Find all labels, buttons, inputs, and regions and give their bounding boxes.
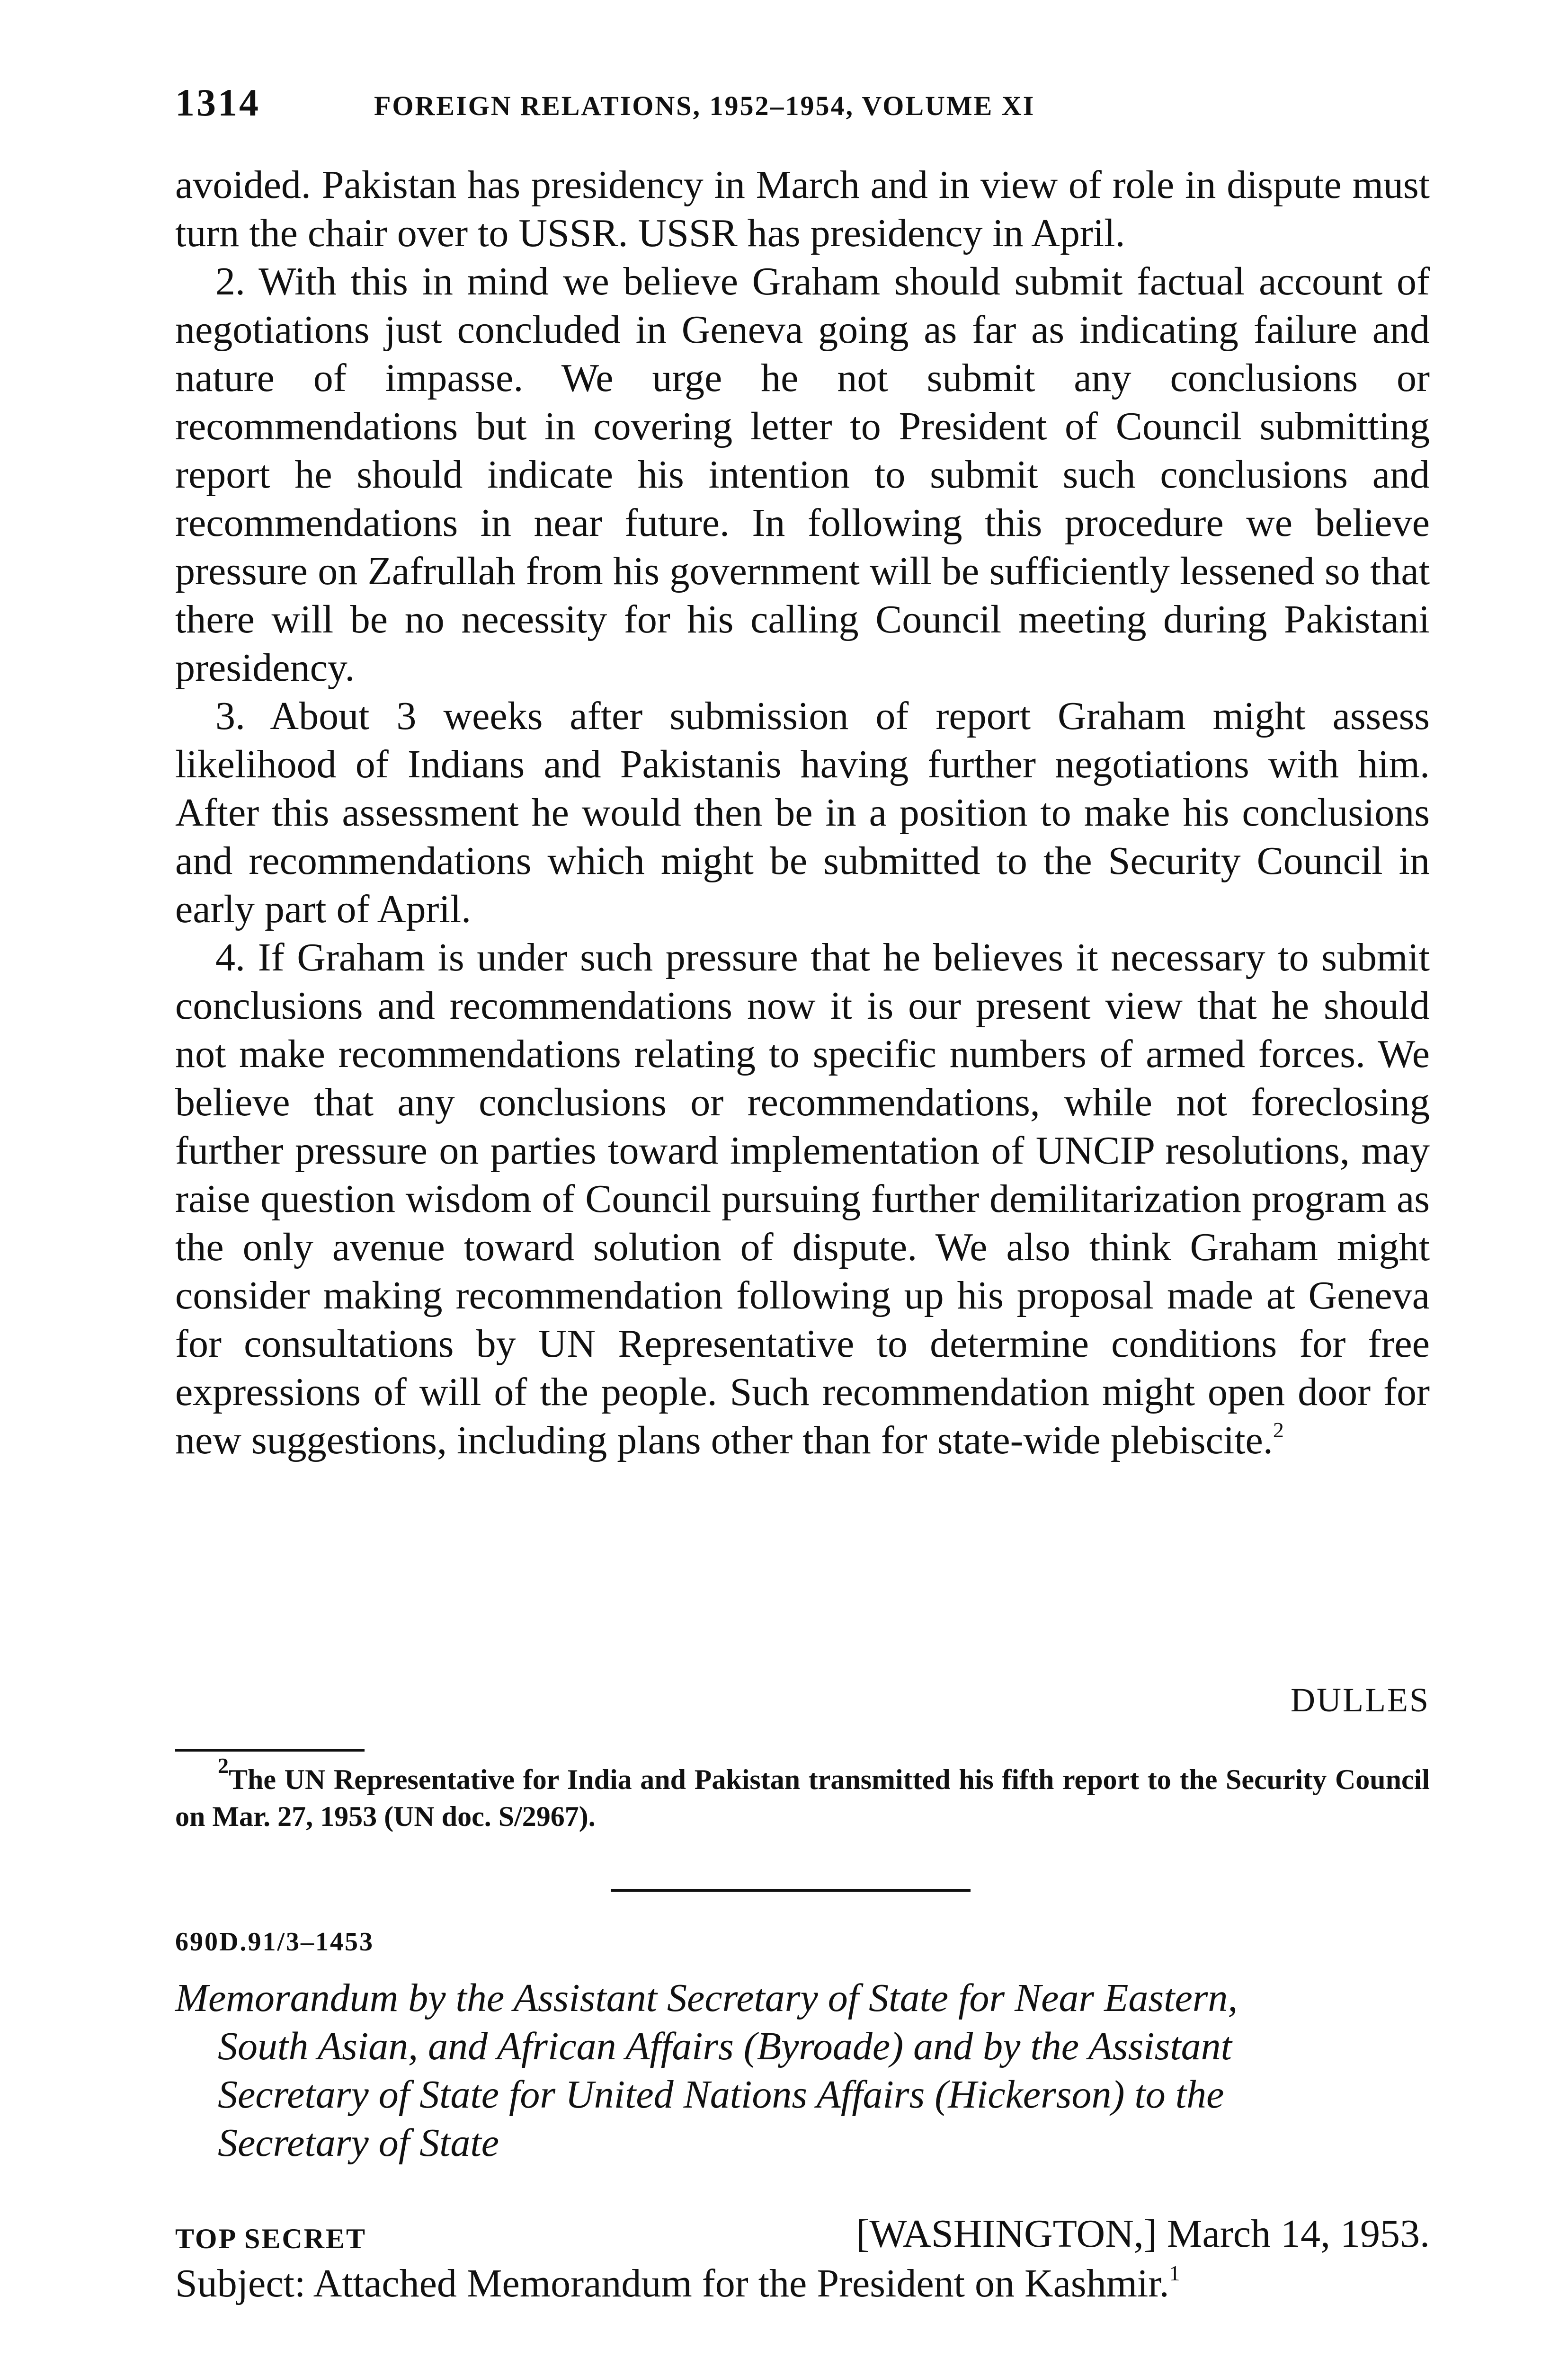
footnote-rule bbox=[175, 1749, 365, 1752]
dateline: [WASHINGTON,] March 14, 1953. bbox=[856, 2212, 1430, 2256]
footnote-ref-2[interactable]: 2 bbox=[1273, 1418, 1284, 1442]
body-text bbox=[175, 161, 1430, 1465]
document-title-line: Secretary of State bbox=[218, 2121, 499, 2165]
footnote-ref-1[interactable]: 1 bbox=[1169, 2261, 1180, 2285]
page-number: 1314 bbox=[175, 81, 260, 124]
paragraph-4 bbox=[175, 934, 1430, 1465]
signature: DULLES bbox=[1291, 1681, 1430, 1719]
section-divider bbox=[611, 1889, 971, 1892]
paragraph-continuation: avoided. Pakistan has presidency in March and in view of role in dispute must turn the chair over to USSR. USSR has presidency in April. bbox=[175, 163, 1430, 255]
document-title-line: Secretary of State for United Nations Affairs (Hickerson) to the bbox=[218, 2073, 1224, 2117]
document-title-line: Memorandum by the Assistant Secretary of State for Near Eastern, bbox=[175, 1976, 1238, 2020]
footnote-2-marker: 2 bbox=[218, 1753, 229, 1778]
footnote-2 bbox=[175, 1753, 1430, 1835]
file-number: 690D.91/3–1453 bbox=[175, 1927, 374, 1957]
classification-label: TOP SECRET bbox=[175, 2223, 367, 2254]
paragraph-4-text: 4. If Graham is under such pressure that he believes it necessary to submit conclusions and recommendations now it is our present view that he should not make recommendations relating to specific numbers of armed forces. We believe that any conclusions or recommendations, while not foreclosing further pressure on parties toward implementation of UNCIP resolutions, may raise question wisdom of Council pursuing further demilitarization program as the only avenue toward solution of dispute. We also think Graham might consider making recommendation following up his proposal made at Geneva for consultations by UN Representative to determine conditions for free expressions of will of the people. Such recommendation might open door for new suggestions, including plans other than for state-wide plebiscite. bbox=[175, 935, 1430, 1462]
running-head bbox=[175, 71, 1430, 133]
paragraph-2: 2. With this in mind we believe Graham should submit factual account of negotiations just concluded in Geneva going as far as indicating failure and nature of impasse. We urge he not submit any conclusions or recommendations but in covering letter to President of Council submitting report he should indicate his intention to submit such conclusions and recommendations in near future. In following this procedure we believe pressure on Zafrullah from his government will be sufficiently lessened so that there will be no necessity for his calling Council meeting during Pakistani presidency. bbox=[175, 259, 1430, 690]
footnote-2-text: The UN Representative for India and Pakistan transmitted his fifth report to the Security Council on Mar. 27, 1953 (UN doc. S/2967). bbox=[175, 1764, 1430, 1832]
running-head-title: FOREIGN RELATIONS, 1952–1954, VOLUME XI bbox=[374, 90, 1035, 121]
document-title bbox=[175, 1974, 1430, 2167]
document-title-line: South Asian, and African Affairs (Byroade) and by the Assistant bbox=[218, 2024, 1232, 2068]
paragraph-3: 3. About 3 weeks after submission of report Graham might assess likelihood of Indians and Pakistanis having further negotiations with him. After this assessment he would then be in a position to make his conclusions and recommendations which might be submitted to the Security Council in early part of April. bbox=[175, 694, 1430, 931]
subject-line bbox=[175, 2260, 1180, 2306]
subject-text: Subject: Attached Memorandum for the President on Kashmir. bbox=[175, 2261, 1169, 2305]
